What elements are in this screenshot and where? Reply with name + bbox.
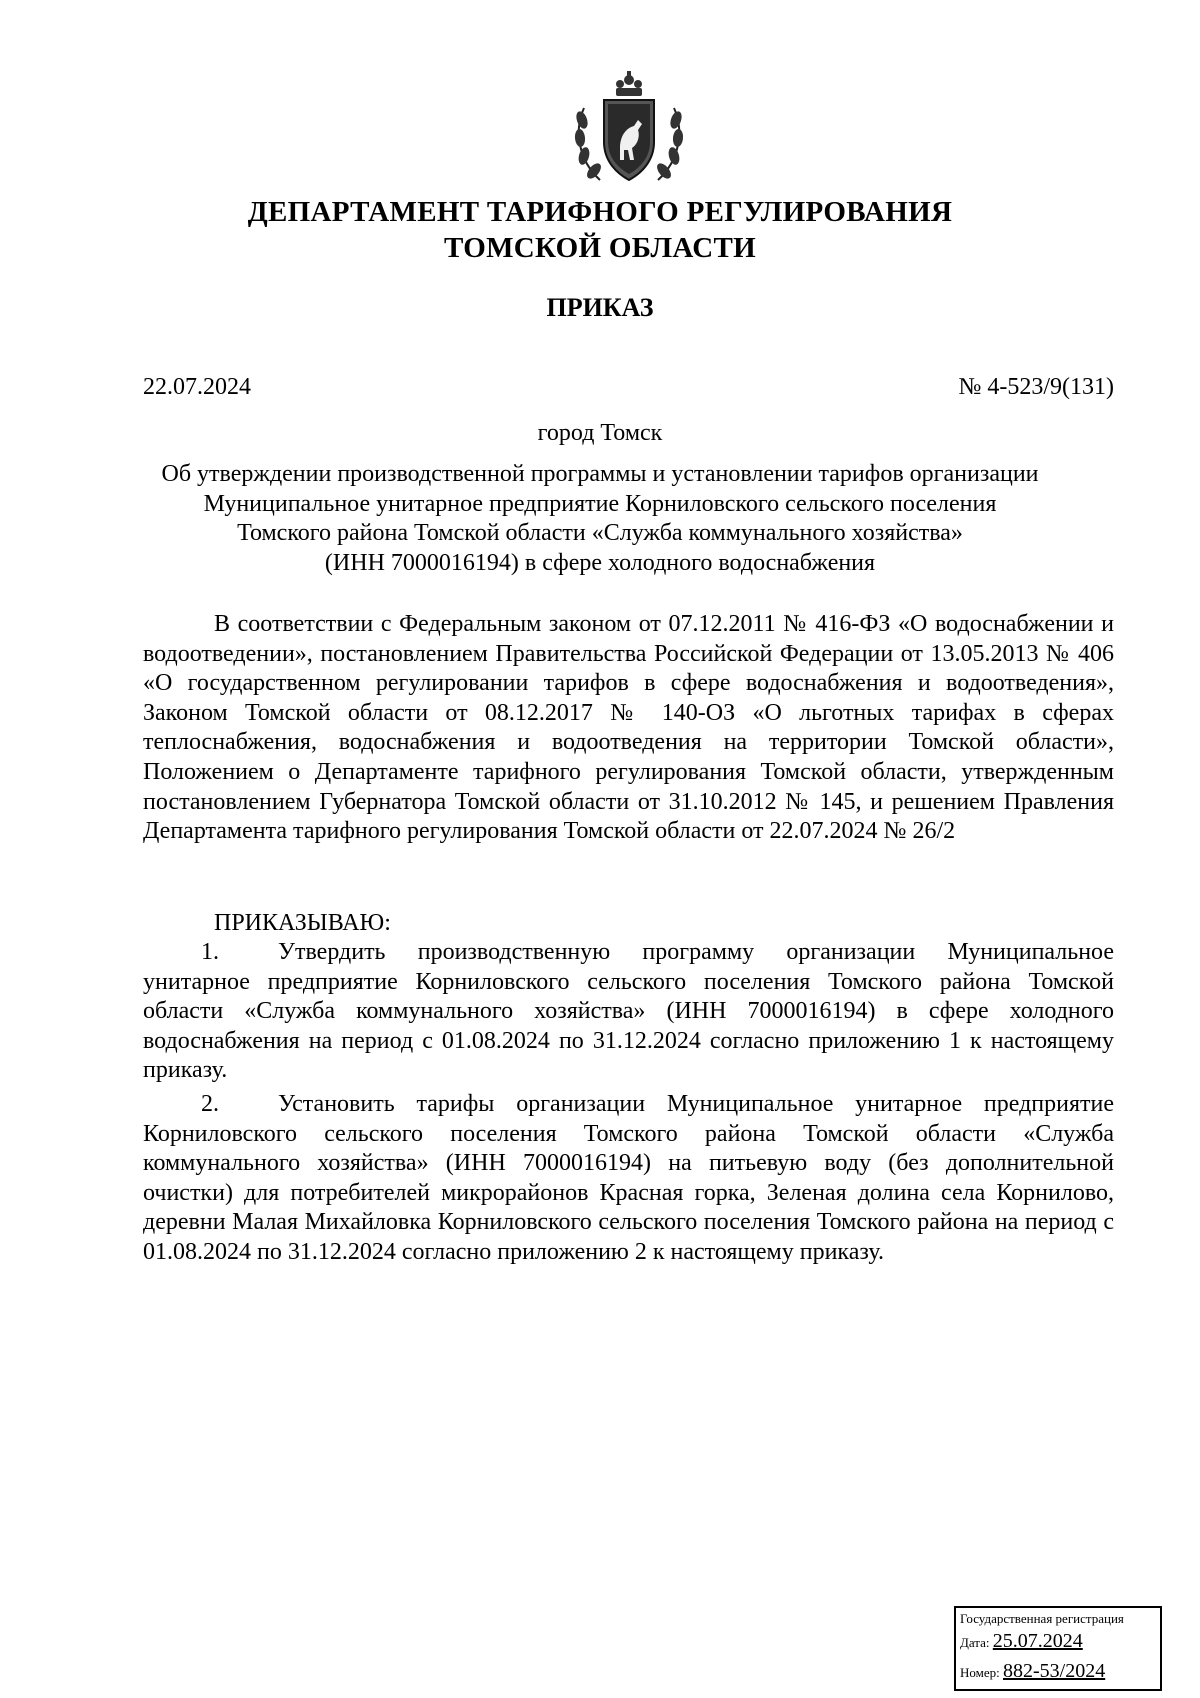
subject-line: (ИНН 7000016194) в сфере холодного водоснабжения xyxy=(324,549,876,576)
stamp-date-value: 25.07.2024 xyxy=(992,1630,1083,1652)
subject-line: Томского района Томской области «Служба коммунального хозяйства» xyxy=(237,520,963,546)
order-number: № 4-523/9(131) xyxy=(958,374,1114,400)
order-item-text: Установить тарифы организации Муниципальное унитарное предприятие Корниловского сельского поселения Томского района Томской области «Служба коммунального хозяйства» (ИНН 7000016194) на питьевую воду (без дополнительной очистки) для потребителей микрорайонов Красная горка, Зеленая долина села Корнилово, деревни Малая Михайловка Корниловского сельского поселения Томского района на период с 01.08.2024 по 31.12.2024 согласно приложению 2 к настоящему приказу. xyxy=(143,1091,1114,1265)
order-date: 22.07.2024 xyxy=(143,374,251,400)
order-item-number: 1. xyxy=(201,939,219,965)
city-name: город Томск xyxy=(537,420,663,446)
tomsk-region-coat-of-arms-emblem xyxy=(570,70,688,188)
department-title xyxy=(150,194,1050,266)
stamp-date-row xyxy=(960,1627,1156,1657)
order-item-2 xyxy=(143,1090,1114,1268)
stamp-number-row xyxy=(960,1657,1156,1687)
department-title-line2: ТОМСКОЙ ОБЛАСТИ xyxy=(444,232,756,264)
stamp-date-label: Дата: xyxy=(960,1635,990,1650)
order-word: ПРИКАЗЫВАЮ: xyxy=(214,910,391,936)
subject-line: Об утверждении производственной программы и установлении тарифов организации xyxy=(161,461,1039,487)
order-subject xyxy=(120,460,1080,578)
registration-stamp xyxy=(954,1606,1162,1691)
document-type-title: ПРИКАЗ xyxy=(546,293,654,322)
preamble-paragraph: В соответствии с Федеральным законом от 07.12.2011 № 416-ФЗ «О водоснабжении и водоотведении», постановлением Правительства Российской Федерации от 13.05.2013 № 406 «О государственном регулировании тарифов в сфере водоснабжения и водоотведения», Законом Томской области от 08.12.2017 № 140-ОЗ «О льготных тарифах в сферах теплоснабжения, водоснабжения и водоотведения на территории Томской области», Положением о Департаменте тарифного регулирования Томской области, утвержденным постановлением Губернатора Томской области от 31.10.2012 № 145, и решением Правления Департамента тарифного регулирования Томской области от 22.07.2024 № 26/2 xyxy=(143,611,1114,845)
order-item-text: Утвердить производственную программу организации Муниципальное унитарное предприятие Корниловского сельского поселения Томского района Томской области «Служба коммунального хозяйства» (ИНН 7000016194) в сфере холодного водоснабжения на период с 01.08.2024 по 31.12.2024 согласно приложению 1 к настоящему приказу. xyxy=(143,939,1114,1084)
stamp-number-value: 882-53/2024 xyxy=(1003,1660,1106,1682)
order-item-1 xyxy=(143,938,1114,1086)
subject-line: Муниципальное унитарное предприятие Корниловского сельского поселения xyxy=(203,490,997,517)
order-item-number: 2. xyxy=(201,1091,219,1117)
stamp-title: Государственная регистрация xyxy=(960,1611,1124,1626)
department-title-line1: ДЕПАРТАМЕНТ ТАРИФНОГО РЕГУЛИРОВАНИЯ xyxy=(247,196,953,228)
stamp-number-label: Номер: xyxy=(960,1665,1000,1680)
